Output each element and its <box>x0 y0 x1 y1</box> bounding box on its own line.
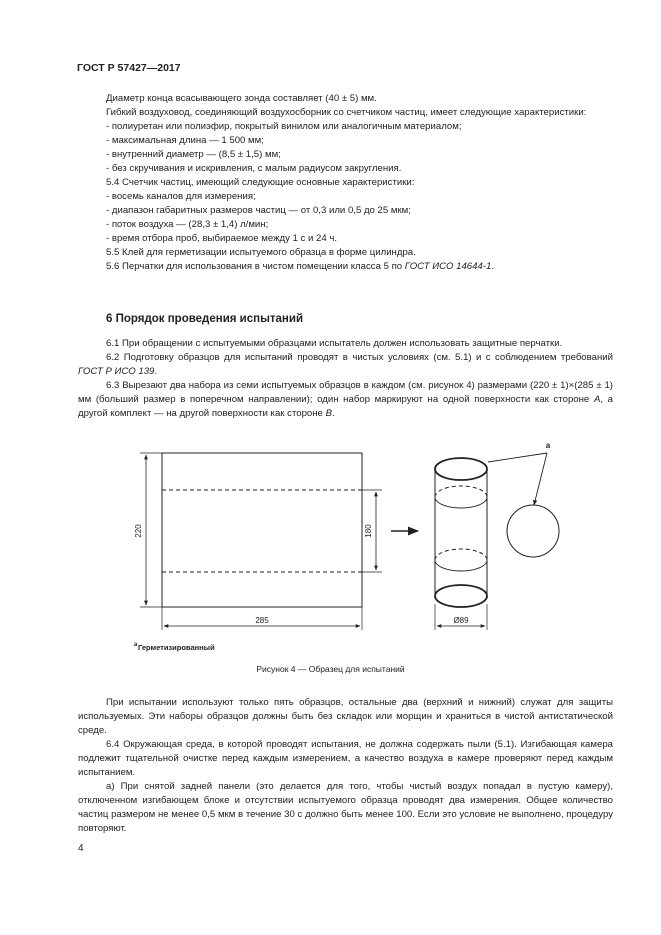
paragraph: а) При снятой задней панели (это делается для того, чтобы чистый воздух попадал в пустую камеру), отключенном изгибающем блоке и отсутствии испытуемого образца проводят два измерения. Общее количество частиц размером не менее 0,5 мкм в течение 30 с должно быть менее 100. Если это условие не выполнено, процедуру повторяют. <box>78 781 613 834</box>
standard-reference: ГОСТ ИСО 14644-1 <box>404 261 492 272</box>
cylinder-sample <box>435 458 487 607</box>
figure-caption: Рисунок 4 — Образец для испытаний <box>256 664 405 674</box>
paragraph: 5.4 Счетчик частиц, имеющий следующие основные характеристики: <box>106 177 415 188</box>
diameter-dimension-label: Ø89 <box>453 616 469 625</box>
callout-arrow <box>534 453 547 505</box>
section-title: 6 Порядок проведения испытаний <box>106 313 304 325</box>
list-item: - восемь каналов для измерения; <box>106 191 256 202</box>
paragraph: 5.6 Перчатки для использования в чистом помещении класса 5 по ГОСТ ИСО 14644-1. <box>106 261 494 272</box>
standard-reference: ГОСТ Р ИСО 139 <box>78 366 155 377</box>
paragraph: 6.4 Окружающая среда, в которой проводят испытания, не должна содержать пыли (5.1). Изгибающая камера подлежит тщательной очистке перед каждым измерением, а качество воздуха в камере проверяют перед каждым испытанием. <box>78 739 613 778</box>
height-dimension-label: 220 <box>134 524 143 538</box>
callout-leader <box>488 453 547 462</box>
footnote-mark: a <box>134 642 138 648</box>
sample-rectangle <box>162 453 362 607</box>
list-item: - время отбора проб, выбираемое между 1 с и 24 ч. <box>106 233 338 244</box>
list-item: - без скручивания и искривления, с малым радиусом закругления. <box>106 163 402 174</box>
document-header: ГОСТ Р 57427—2017 <box>77 62 181 74</box>
conditions-block <box>78 696 613 836</box>
list-item: - внутренний диаметр — (8,5 ± 1,5) мм; <box>106 149 281 160</box>
paragraph: Гибкий воздуховод, соединяющий воздухосборник со счетчиком частиц, имеет следующие характеристики: <box>106 107 587 118</box>
list-item: - поток воздуха — (28,3 ± 1,4) л/мин; <box>106 219 269 230</box>
paragraph: 6.1 При обращении с испытуемыми образцами испытатель должен использовать защитные перчатки. <box>106 338 563 349</box>
list-item: - полиуретан или полиэфир, покрытый винилом или аналогичным материалом; <box>106 121 462 132</box>
list-item: - максимальная длина — 1 500 мм; <box>106 135 264 146</box>
callout-label: a <box>545 441 551 450</box>
page-number: 4 <box>78 843 84 854</box>
paragraph: 6.2 Подготовку образцов для испытаний проводят в чистых условиях (см. 5.1) и с соблюдением требований ГОСТ Р ИСО 139. <box>78 352 613 377</box>
paragraph: При испытании используют только пять образцов, остальные два (верхний и нижний) служат для защиты используемых. Эти наборы образцов должны быть без складок или морщин и храниться в чистой антистатической среде. <box>78 697 613 736</box>
paragraph: 5.5 Клей для герметизации испытуемого образца в форме цилиндра. <box>106 247 416 258</box>
paragraph: Диаметр конца всасывающего зонда составляет (40 ± 5) мм. <box>106 93 377 104</box>
paragraph: 6.3 Вырезают два набора из семи испытуемых образцов в каждом (см. рисунок 4) размерами (220 ± 1)×(285 ± 1) мм (больший размер в поперечном направлении); один набор маркируют на одной поверхности как стороне А, а другой комплект — на другой поверхности как стороне В. <box>78 380 614 419</box>
width-dimension-label: 285 <box>255 616 269 625</box>
list-item: - диапазон габаритных размеров частиц — от 0,3 или 0,5 до 25 мкм; <box>106 205 411 216</box>
seal-end-view <box>507 505 559 557</box>
figure-footnote: Герметизированный <box>138 643 215 652</box>
inner-dimension-label: 180 <box>364 524 373 538</box>
